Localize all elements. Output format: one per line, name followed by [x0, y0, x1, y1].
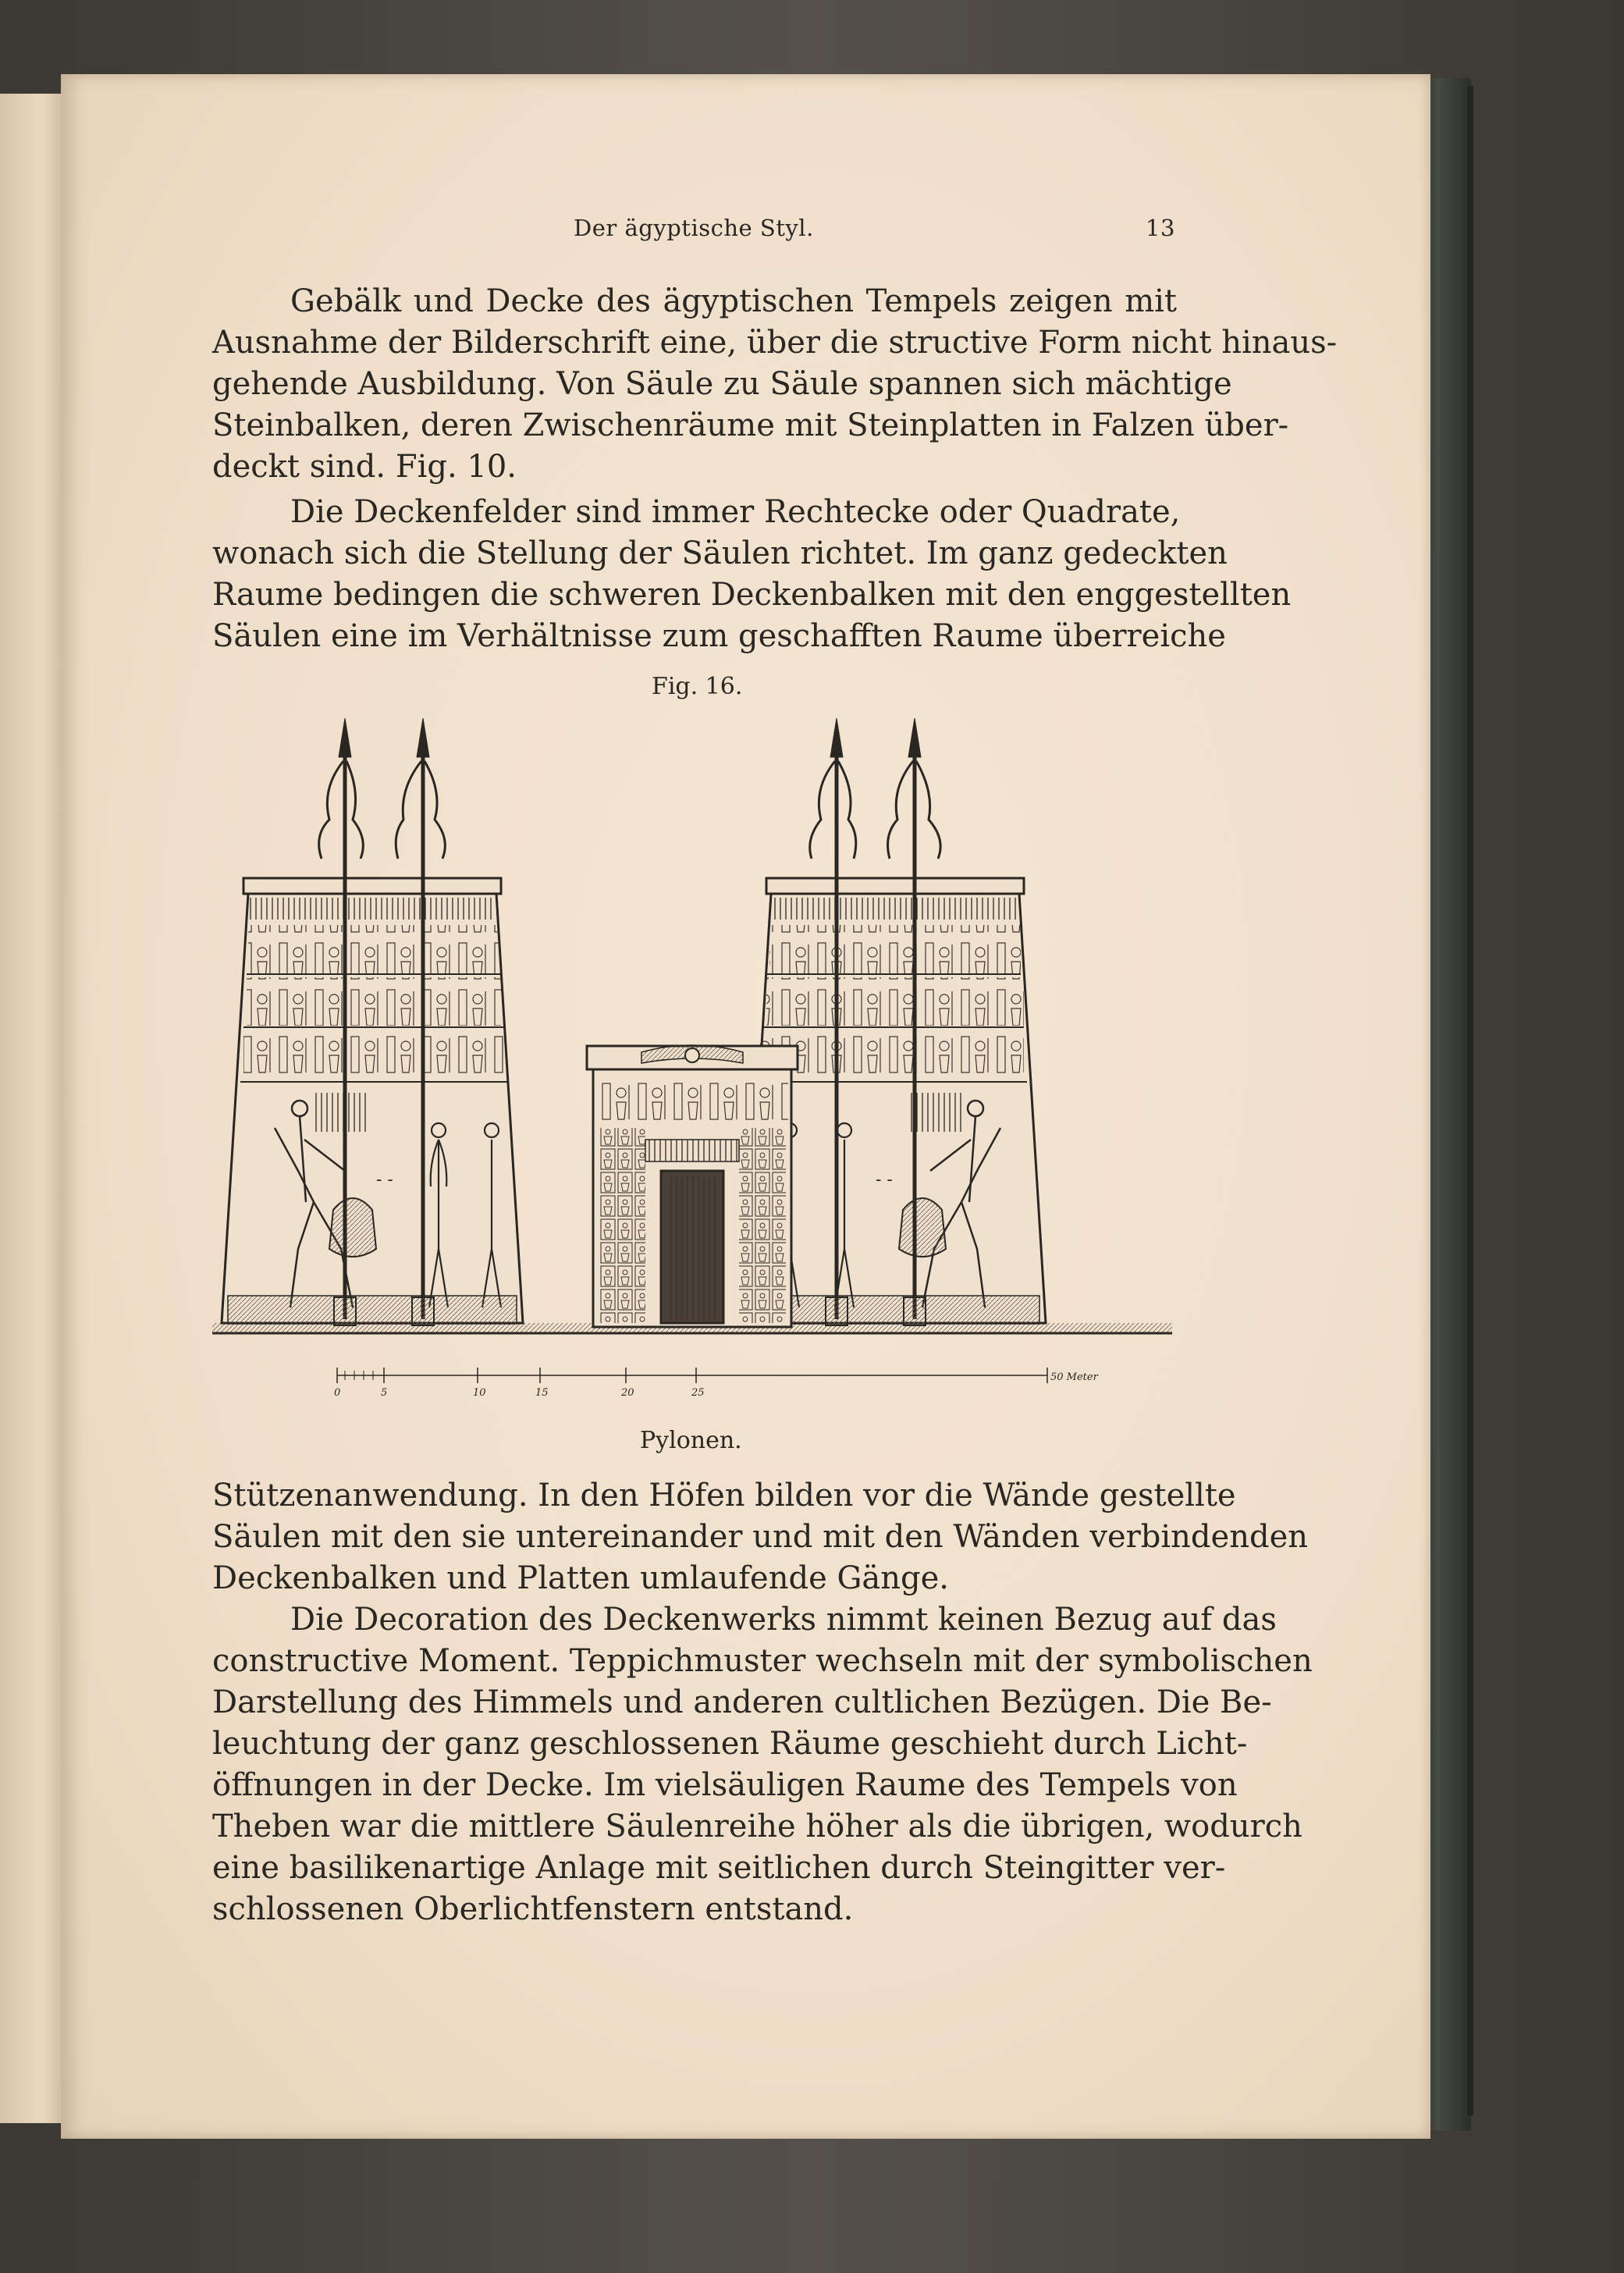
svg-text:- -: - - — [876, 1170, 893, 1190]
figure-label: Fig. 16. — [652, 673, 743, 700]
text-line: eine basilikenartige Anlage mit seitlichen durch Steingitter ver- — [212, 1850, 1226, 1886]
text-line: Stützenanwendung. In den Höfen bilden vor die Wände gestellte — [212, 1478, 1236, 1514]
text-line: constructive Moment. Teppichmuster wechseln mit der symbolischen — [212, 1643, 1313, 1679]
scale-bar — [334, 1368, 1099, 1399]
text-line: Raume bedingen die schweren Deckenbalken mit den enggestellten — [212, 577, 1292, 613]
page-number: 13 — [1146, 215, 1175, 241]
text-line: Theben war die mittlere Säulenreihe höher als die übrigen, wodurch — [212, 1809, 1302, 1844]
text-line: Steinbalken, deren Zwischenräume mit Steinplatten in Falzen über- — [212, 407, 1289, 443]
figure-caption: Pylonen. — [640, 1427, 742, 1454]
text-line: leuchtung der ganz geschlossenen Räume geschieht durch Licht- — [212, 1726, 1248, 1762]
text-line: Darstellung des Himmels und anderen cultlichen Bezügen. Die Be- — [212, 1684, 1272, 1720]
scale-unit-label: 50 Meter — [1050, 1371, 1098, 1383]
running-header-title: Der ägyptische Styl. — [574, 215, 814, 241]
pylon-illustration — [204, 703, 1180, 1405]
scale-tick-label: 5 — [381, 1387, 388, 1399]
scale-tick-label: 20 — [621, 1387, 634, 1399]
text-line: deckt sind. Fig. 10. — [212, 449, 517, 485]
scale-tick-label: 10 — [473, 1387, 486, 1399]
text-line: Deckenbalken und Platten umlaufende Gänge. — [212, 1560, 950, 1596]
text-line: Ausnahme der Bilderschrift eine, über die structive Form nicht hinaus- — [212, 325, 1338, 361]
text-line: gehende Ausbildung. Von Säule zu Säule spannen sich mächtige — [212, 366, 1232, 402]
text-line: Die Deckenfelder sind immer Rechtecke oder Quadrate, — [290, 494, 1181, 530]
text-line: Gebälk und Decke des ägyptischen Tempels zeigen mit — [290, 283, 1177, 319]
text-line: schlossenen Oberlichtfenstern entstand. — [212, 1891, 854, 1927]
text-line: Säulen eine im Verhältnisse zum geschafften Raume überreiche — [212, 618, 1226, 654]
svg-text:- -: - - — [376, 1170, 393, 1190]
left-pylon-tower — [222, 878, 523, 1324]
text-line: öffnungen in der Decke. Im vielsäuligen Raume des Tempels von — [212, 1767, 1238, 1803]
text-line: wonach sich die Stellung der Säulen richtet. Im ganz gedeckten — [212, 535, 1228, 571]
scale-tick-label: 25 — [691, 1387, 705, 1399]
text-line: Die Decoration des Deckenwerks nimmt keinen Bezug auf das — [290, 1602, 1277, 1638]
cover-spine-edge — [1467, 86, 1473, 2115]
scale-tick-label: 0 — [334, 1387, 341, 1399]
text-line: Säulen mit den sie untereinander und mit den Wänden verbindenden — [212, 1519, 1309, 1555]
central-gateway — [587, 1045, 798, 1327]
scale-tick-label: 15 — [535, 1387, 549, 1399]
left-page-edge — [0, 94, 70, 2123]
